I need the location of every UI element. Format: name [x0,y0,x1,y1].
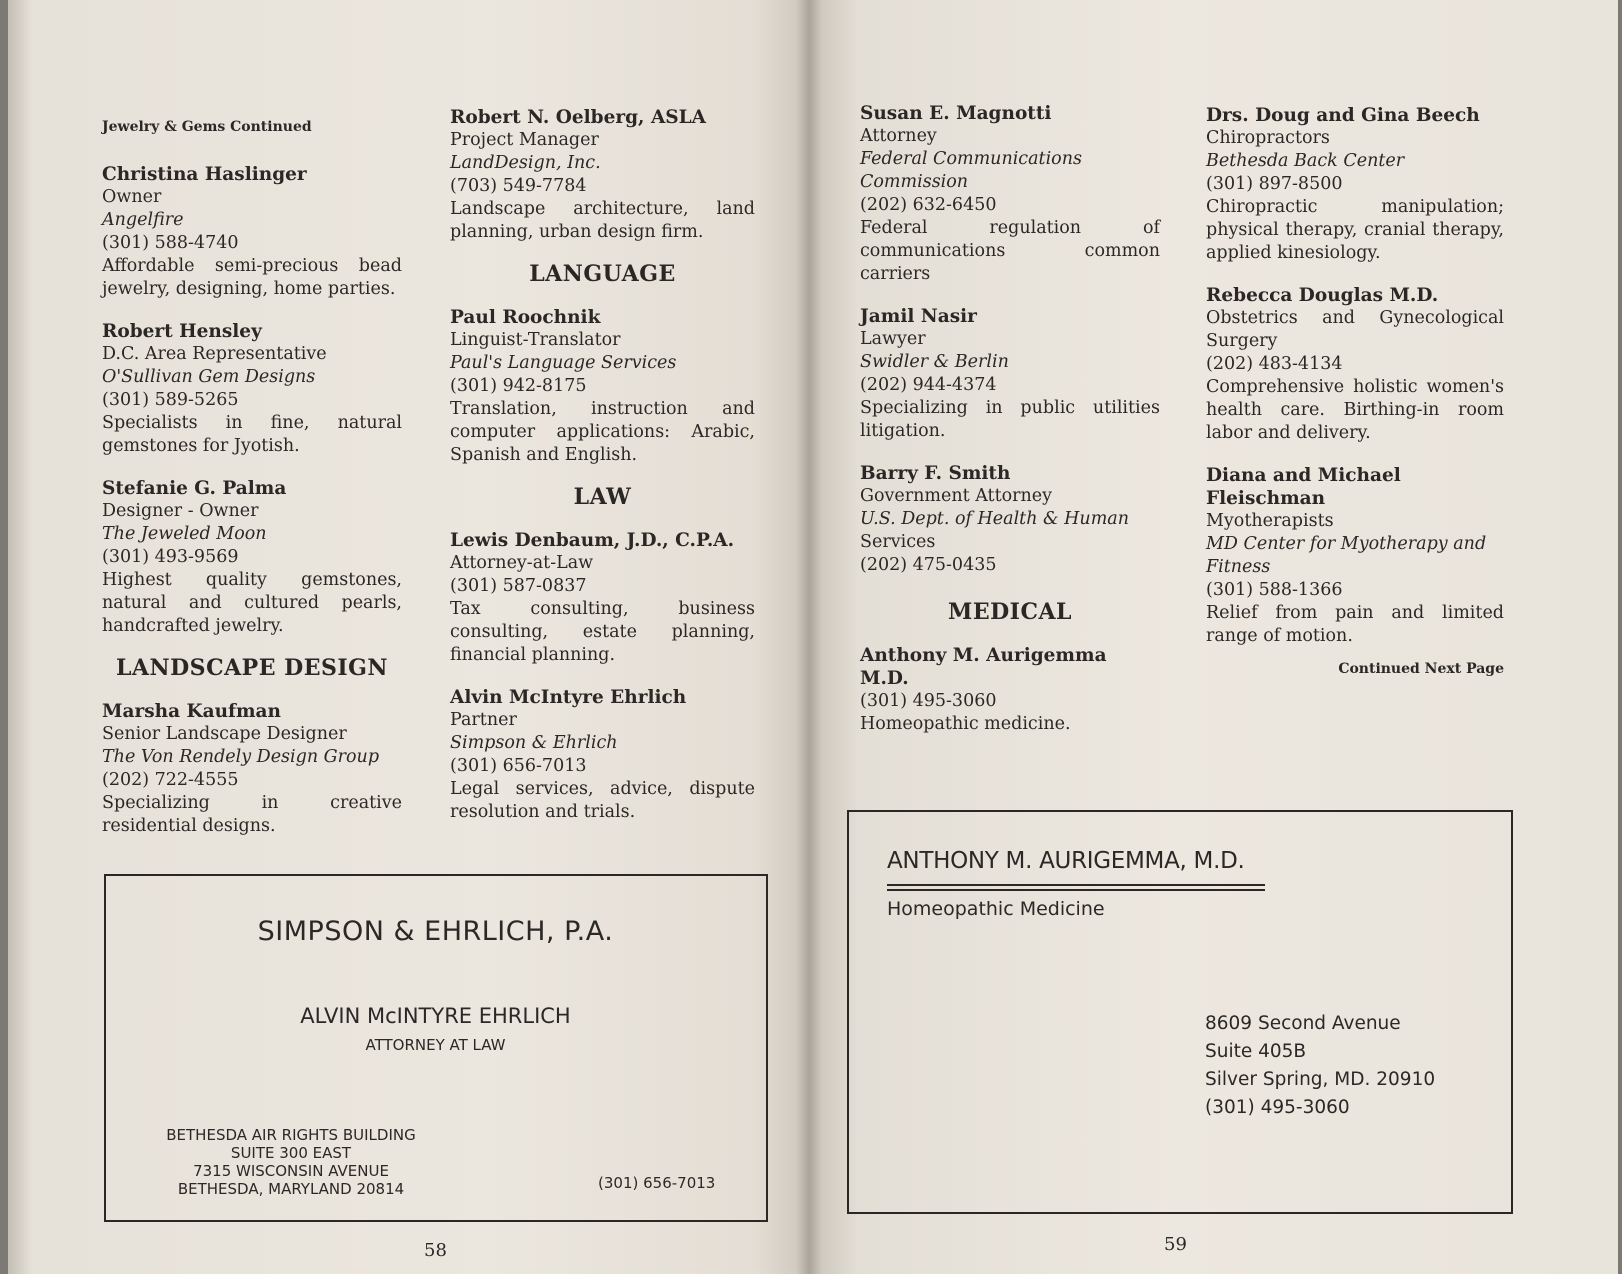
listing-description: Legal services, advice, dispute resolution and trials. [450,779,755,822]
listing-phone: (202) 483-4134 [1206,354,1343,374]
ad-address-block [136,1126,446,1198]
continued-next-page-label: Continued Next Page [1338,661,1504,677]
listing-title: Senior Landscape Designer [102,724,347,744]
section-heading-landscape: LANDSCAPE DESIGN [115,655,389,681]
listing-title: Government Attorney [860,486,1053,506]
listing-name: Susan E. Magnotti [860,103,1052,124]
listing-company: The Von Rendely Design Group [102,747,380,767]
listing-name: Barry F. Smith [860,463,1011,484]
listing-phone: (301) 495-3060 [860,691,997,711]
listing-description: Homeopathic medicine. [860,714,1071,734]
right-column-2 [1206,104,1504,681]
listing-entry [860,102,1160,286]
ad-physician-name: ANTHONY M. AURIGEMMA, M.D. [887,848,1245,874]
listing-name: Lewis Denbaum, J.D., C.P.A. [450,530,735,551]
listing-title: Lawyer [860,329,926,349]
listing-title: Partner [450,710,517,730]
ad-address-block [1205,1010,1435,1122]
listing-phone: (202) 944-4374 [860,375,997,395]
listing-company: LandDesign, Inc. [450,153,601,173]
ad-rule-bottom [887,889,1265,891]
ad-phone: (301) 656-7013 [598,1174,716,1192]
listing-company: Angelfire [102,210,184,230]
listing-phone: (301) 587-0837 [450,576,587,596]
listing-entry [1206,284,1504,445]
listing-name: Diana and Michael Fleischman [1206,465,1401,509]
ad-address-line: 7315 WISCONSIN AVENUE [193,1162,389,1180]
ad-address-line: 8609 Second Avenue [1205,1013,1401,1034]
listing-title: Attorney [860,126,937,146]
listing-name: Drs. Doug and Gina Beech [1206,105,1480,126]
listing-entry [860,644,1160,736]
ad-specialty: Homeopathic Medicine [887,898,1105,920]
listing-description: Specialists in fine, natural gemstones for Jyotish. [102,413,402,456]
listing-phone: (301) 589-5265 [102,390,239,410]
listing-name: Robert N. Oelberg, ASLA [450,107,707,128]
ad-attorney-name: ALVIN McINTYRE EHRLICH [300,1004,571,1028]
right-column-1 [860,102,1160,755]
listing-phone: (301) 656-7013 [450,756,587,776]
ad-phone: (301) 495-3060 [1205,1097,1350,1118]
listing-company: O'Sullivan Gem Designs [102,367,316,387]
listing-description: Specializing in public utilities litigation. [860,398,1160,441]
listing-description: Chiropractic manipulation; physical therapy, cranial therapy, applied kinesiology. [1206,197,1504,263]
listing-phone: (301) 588-4740 [102,233,239,253]
listing-name: Rebecca Douglas M.D. [1206,285,1439,306]
listing-phone: (301) 897-8500 [1206,174,1343,194]
listing-entry [450,529,755,667]
listing-entry [1206,104,1504,265]
listing-name: Christina Haslinger [102,164,307,185]
listing-entry [860,462,1160,577]
listing-phone: (202) 722-4555 [102,770,239,790]
ad-attorney-title: ATTORNEY AT LAW [365,1036,506,1054]
ad-address-line: BETHESDA, MARYLAND 20814 [177,1180,405,1198]
section-heading-language: LANGUAGE [529,261,676,287]
ad-address-line: BETHESDA AIR RIGHTS BUILDING [166,1126,416,1144]
listing-company: Paul's Language Services [450,353,677,373]
listing-title: D.C. Area Representative [102,344,327,364]
listing-entry [450,306,755,467]
listing-name: Stefanie G. Palma [102,478,287,499]
section-continued-label: Jewelry & Gems Continued [102,119,312,135]
listing-title: Designer - Owner [102,501,259,521]
listing-description: Tax consulting, business consulting, estate planning, financial planning. [450,599,755,665]
listing-entry [102,700,402,838]
left-column-2 [450,106,755,843]
listing-title: Chiropractors [1206,128,1330,148]
law-firm-advertisement [104,874,768,1222]
listing-description: Relief from pain and limited range of motion. [1206,603,1504,646]
listing-company: Federal Communications Commission [860,149,1082,192]
listing-description: Comprehensive holistic women's health care. Birthing-in room labor and delivery. [1206,377,1504,443]
page-number: 59 [1164,1234,1187,1255]
listing-name: Robert Hensley [102,321,262,342]
ad-firm-name: SIMPSON & EHRLICH, P.A. [257,916,614,947]
listing-entry [450,106,755,244]
listing-company: Swidler & Berlin [860,352,1009,372]
listing-name: Anthony M. Aurigemma M.D. [860,645,1107,689]
listing-name: Marsha Kaufman [102,701,281,722]
listing-company: Bethesda Back Center [1206,151,1405,171]
listing-company: The Jeweled Moon [102,524,267,544]
listing-name: Paul Roochnik [450,307,601,328]
listing-phone: (202) 632-6450 [860,195,997,215]
listing-title: Myotherapists [1206,511,1334,531]
listing-title: Project Manager [450,130,599,150]
listing-description: Specializing in creative residential designs. [102,793,402,836]
listing-title: Attorney-at-Law [450,553,594,573]
listing-entry [860,305,1160,443]
listing-title: Obstetrics and Gynecological Surgery [1206,308,1504,351]
listing-company: MD Center for Myotherapy and Fitness [1206,534,1487,577]
book-gutter-shadow [796,0,822,1274]
listing-entry [102,163,402,301]
left-column-1 [102,116,402,857]
section-heading-law: LAW [573,484,632,510]
listing-company: U.S. Dept. of Health & Human [860,509,1130,529]
listing-description: Affordable semi-precious bead jewelry, designing, home parties. [102,256,402,299]
ad-address-line: Suite 405B [1205,1041,1307,1062]
listing-description: Federal regulation of communications common carriers [860,218,1160,284]
listing-phone: (301) 493-9569 [102,547,239,567]
listing-description: Highest quality gemstones, natural and cultured pearls, handcrafted jewelry. [102,570,402,636]
section-heading-medical: MEDICAL [947,599,1073,625]
listing-name: Jamil Nasir [860,306,977,327]
listing-phone: (301) 942-8175 [450,376,587,396]
listing-description: Landscape architecture, land planning, urban design firm. [450,199,755,242]
physician-advertisement [847,810,1513,1214]
listing-description: Translation, instruction and computer applications: Arabic, Spanish and English. [450,399,755,465]
ad-address-line: SUITE 300 EAST [230,1144,352,1162]
listing-title: Owner [102,187,162,207]
listing-company: Simpson & Ehrlich [450,733,618,753]
page-number: 58 [424,1240,447,1261]
ad-address-line: Silver Spring, MD. 20910 [1205,1069,1436,1090]
listing-entry [102,477,402,638]
listing-entry [1206,464,1504,648]
ad-rule-top [887,884,1265,886]
listing-phone: (202) 475-0435 [860,555,997,575]
listing-title: Linguist-Translator [450,330,621,350]
listing-name: Alvin McIntyre Ehrlich [450,687,687,708]
listing-entry [102,320,402,458]
listing-phone: (703) 549-7784 [450,176,587,196]
listing-company-continued: Services [860,532,936,552]
listing-phone: (301) 588-1366 [1206,580,1343,600]
listing-entry [450,686,755,824]
